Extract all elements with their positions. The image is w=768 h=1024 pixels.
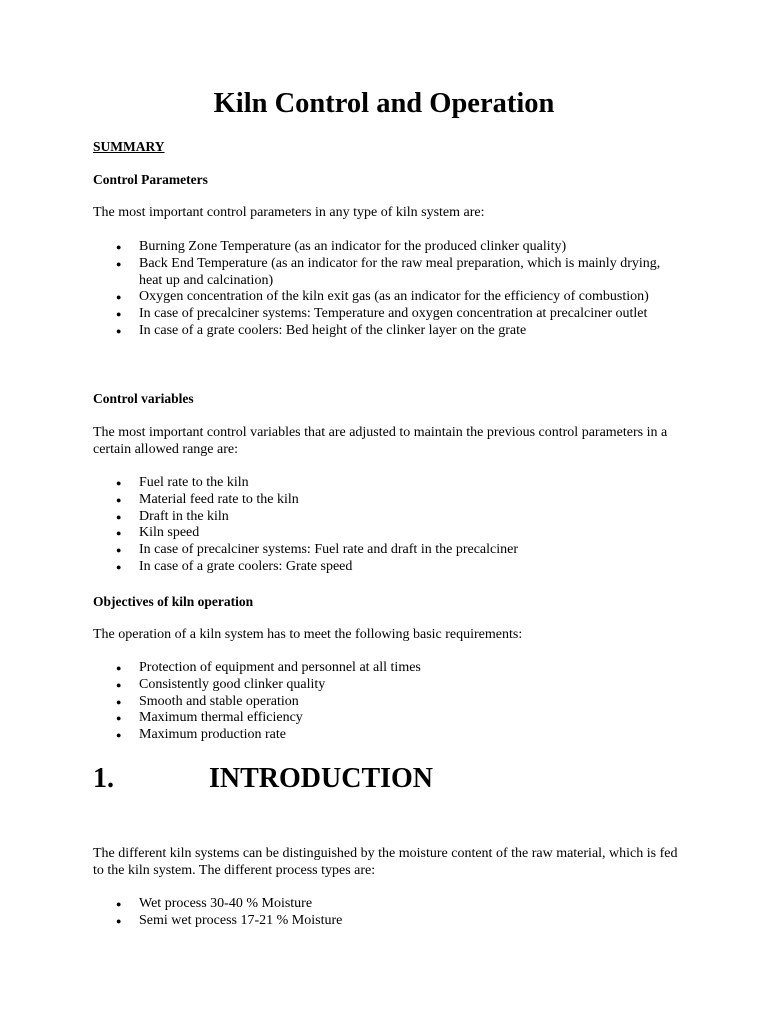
list-item xyxy=(93,694,683,711)
bullet-icon: ● xyxy=(116,696,122,707)
bullet-icon: ● xyxy=(116,309,122,320)
list-item xyxy=(93,256,683,290)
list-item-text: Semi wet process 17-21 % Moisture xyxy=(139,912,343,928)
bullet-icon: ● xyxy=(116,679,122,690)
bullet-icon: ● xyxy=(116,713,122,724)
list-item-text: Fuel rate to the kiln xyxy=(139,475,249,490)
summary-heading: SUMMARY xyxy=(93,139,165,154)
list-item-text: Kiln speed xyxy=(139,525,200,541)
bullet-icon: ● xyxy=(116,325,122,336)
list-item-text: Burning Zone Temperature (as an indicator for the produced clinker quality) xyxy=(139,239,567,254)
bullet-icon: ● xyxy=(116,915,122,926)
document-title: Kiln Control and Operation xyxy=(213,88,555,119)
list-item xyxy=(93,492,683,509)
list-item xyxy=(93,913,683,930)
bullet-icon: ● xyxy=(116,258,122,269)
control-variables-heading: Control variables xyxy=(93,391,194,406)
bullet-icon: ● xyxy=(116,528,122,539)
list-item xyxy=(93,896,683,913)
list-item-text: In case of a grate coolers: Grate speed xyxy=(139,558,353,574)
list-item xyxy=(93,509,683,526)
bullet-icon: ● xyxy=(116,292,122,303)
list-item xyxy=(93,727,683,744)
list-item xyxy=(93,525,683,542)
list-item-text: In case of precalciner systems: Temperature and oxygen concentration at precalciner outlet xyxy=(139,306,648,322)
bullet-icon: ● xyxy=(116,899,122,909)
bullet-icon: ● xyxy=(116,545,122,556)
bullet-icon: ● xyxy=(116,478,122,488)
objectives-list xyxy=(93,660,683,744)
introduction-paragraph: The different kiln systems can be distinguished by the moisture content of the raw material, which is fed to the kiln system. The different process types are: xyxy=(93,846,678,878)
objectives-heading: Objectives of kiln operation xyxy=(93,594,254,609)
list-item-text: Material feed rate to the kiln xyxy=(139,491,299,507)
list-item xyxy=(93,475,683,492)
process-types-list xyxy=(93,896,683,930)
section-number: 1. xyxy=(93,763,114,794)
control-variables-intro: The most important control variables that are adjusted to maintain the previous control parameters in a certain allowed range are: xyxy=(93,425,668,457)
list-item xyxy=(93,306,683,323)
bullet-icon: ● xyxy=(116,511,122,522)
list-item-text: Protection of equipment and personnel at all times xyxy=(139,660,421,675)
list-item-text: Consistently good clinker quality xyxy=(139,676,326,692)
list-item xyxy=(93,542,683,559)
list-item-text: Maximum thermal efficiency xyxy=(139,710,303,726)
list-item-text: Smooth and stable operation xyxy=(139,693,299,709)
control-parameters-list xyxy=(93,239,683,340)
list-item xyxy=(93,660,683,677)
list-item-text: In case of precalciner systems: Fuel rate and draft in the precalciner xyxy=(139,542,518,558)
list-item xyxy=(93,289,683,306)
section-title: INTRODUCTION xyxy=(209,763,434,794)
bullet-icon: ● xyxy=(116,494,122,505)
bullet-icon: ● xyxy=(116,730,122,741)
objectives-intro: The operation of a kiln system has to meet the following basic requirements: xyxy=(93,627,523,642)
bullet-icon: ● xyxy=(116,663,122,673)
list-item-text: Draft in the kiln xyxy=(139,508,229,524)
list-item xyxy=(93,677,683,694)
bullet-icon: ● xyxy=(116,561,122,572)
list-item-text: Maximum production rate xyxy=(139,727,286,743)
list-item xyxy=(93,559,683,576)
list-item-text: Wet process 30-40 % Moisture xyxy=(139,896,313,911)
list-item-text: Oxygen concentration of the kiln exit gas (as an indicator for the efficiency of combustion) xyxy=(139,289,649,305)
list-item xyxy=(93,323,683,340)
list-item-text: Back End Temperature (as an indicator for the raw meal preparation, which is mainly drying, heat up and calcination) xyxy=(139,255,661,288)
list-item xyxy=(93,239,683,256)
list-item xyxy=(93,710,683,727)
control-variables-list xyxy=(93,475,683,576)
control-parameters-intro: The most important control parameters in any type of kiln system are: xyxy=(93,205,485,220)
list-item-text: In case of a grate coolers: Bed height of the clinker layer on the grate xyxy=(139,322,527,338)
bullet-icon: ● xyxy=(116,242,122,252)
control-parameters-heading: Control Parameters xyxy=(93,172,208,187)
